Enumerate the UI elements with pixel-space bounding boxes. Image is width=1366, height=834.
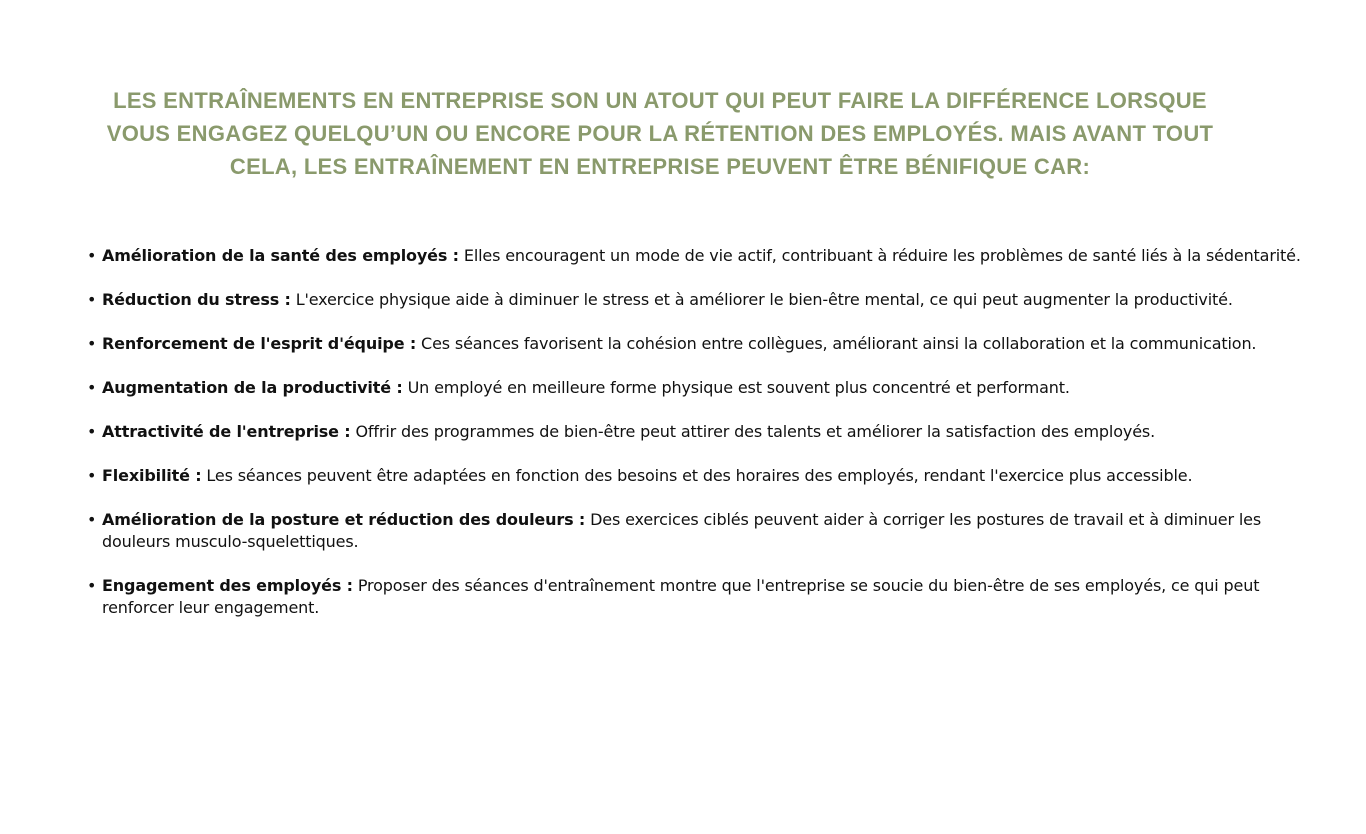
bullet-icon: • [87,334,97,353]
benefit-text: Des exercices ciblés peuvent aider à corriger les postures de travail et à diminuer les douleurs musculo-squelettiques. [102,510,1262,551]
bullet-icon: • [87,246,97,265]
benefit-text: Elles encouragent un mode de vie actif, contribuant à réduire les problèmes de santé liés à la sédentarité. [458,246,1301,265]
benefit-title: Attractivité de l'entreprise : [102,422,351,441]
benefit-title: Flexibilité : [102,466,202,485]
benefit-item [87,245,1302,267]
benefit-title: Amélioration de la santé des employés : [102,246,459,265]
bullet-icon: • [87,290,97,309]
benefit-item [87,509,1302,553]
benefit-text: Un employé en meilleure forme physique est souvent plus concentré et performant. [402,378,1070,397]
benefit-item [87,377,1302,399]
bullet-icon: • [87,378,97,397]
benefits-list [87,245,1302,641]
benefit-item [87,289,1302,311]
bullet-icon: • [87,510,97,529]
benefit-title: Réduction du stress : [102,290,291,309]
bullet-icon: • [87,576,97,595]
bullet-icon: • [87,466,97,485]
benefit-text: Ces séances favorisent la cohésion entre collègues, améliorant ainsi la collaboration et la communication. [416,334,1257,353]
benefit-item [87,333,1302,355]
benefit-item [87,421,1302,443]
benefit-title: Renforcement de l'esprit d'équipe : [102,334,417,353]
benefit-item [87,465,1302,487]
benefit-text: Offrir des programmes de bien-être peut attirer des talents et améliorer la satisfaction des employés. [350,422,1156,441]
benefit-text: Proposer des séances d'entraînement montre que l'entreprise se soucie du bien-être de ses employés, ce qui peut renforcer leur engagement. [102,576,1260,617]
benefit-title: Amélioration de la posture et réduction des douleurs : [102,510,586,529]
benefit-item [87,575,1302,619]
bullet-icon: • [87,422,97,441]
benefit-text: L'exercice physique aide à diminuer le stress et à améliorer le bien-être mental, ce qui peut augmenter la productivité. [290,290,1233,309]
page-heading: LES ENTRAÎNEMENTS EN ENTREPRISE SON UN ATOUT QUI PEUT FAIRE LA DIFFÉRENCE LORSQUE VOUS ENGAGEZ QUELQU’UN OU ENCORE POUR LA RÉTENTION DES EMPLOYÉS. MAIS AVANT TOUT CELA, LES ENTRAÎNEMENT EN ENTREPRISE PEUVENT ÊTRE BÉNIFIQUE CAR: [106,88,1214,179]
benefit-title: Engagement des employés : [102,576,353,595]
benefit-title: Augmentation de la productivité : [102,378,403,397]
benefit-text: Les séances peuvent être adaptées en fonction des besoins et des horaires des employés, rendant l'exercice plus accessible. [201,466,1193,485]
